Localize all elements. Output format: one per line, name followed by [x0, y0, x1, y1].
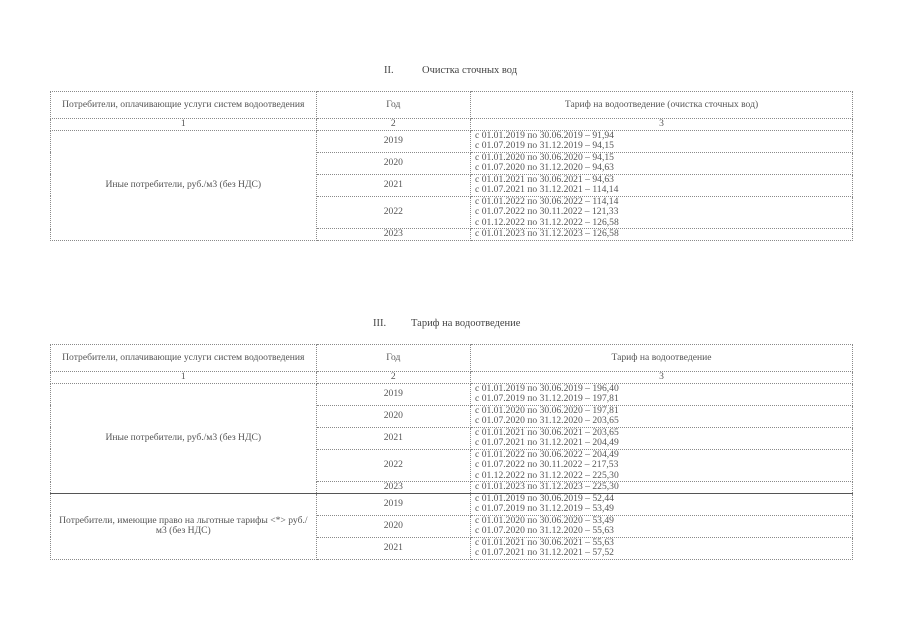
tariff-cell	[471, 482, 853, 494]
tariff-cell	[471, 405, 853, 427]
tariff-period: с 01.07.2020 по 31.12.2020 – 55,63	[475, 525, 614, 536]
tariff-period: с 01.01.2023 по 31.12.2023 – 225,30	[475, 481, 619, 492]
tariff-period: с 01.07.2019 по 31.12.2019 – 53,49	[475, 503, 614, 514]
tariff-period: с 01.12.2022 по 31.12.2022 – 225,30	[475, 469, 619, 481]
header-consumers: Потребители, оплачивающие услуги систем водоотведения	[51, 345, 317, 372]
tariff-period: с 01.07.2021 по 31.12.2021 – 114,14	[475, 184, 619, 195]
year-cell: 2020	[316, 515, 470, 537]
header-consumers: Потребители, оплачивающие услуги систем водоотведения	[51, 92, 317, 119]
year-cell: 2022	[316, 196, 470, 229]
column-index: 2	[316, 119, 470, 131]
header-tariff: Тариф на водоотведение (очистка сточных вод)	[471, 92, 853, 119]
tariff-cell	[471, 383, 853, 405]
tariff-period: с 01.07.2021 по 31.12.2021 – 204,49	[475, 437, 619, 448]
year-cell: 2019	[316, 493, 470, 515]
section-title: Тариф на водоотведение	[411, 318, 521, 329]
year-cell: 2021	[316, 427, 470, 449]
section-heading	[384, 65, 517, 76]
tariff-period: с 01.01.2020 по 30.06.2020 – 53,49	[475, 514, 614, 526]
year-cell: 2019	[316, 383, 470, 405]
tariff-period: с 01.07.2021 по 31.12.2021 – 57,52	[475, 547, 614, 558]
header-year: Год	[316, 345, 470, 372]
consumer-category: Иные потребители, руб./м3 (без НДС)	[51, 383, 317, 493]
tariff-period: с 01.01.2019 по 30.06.2019 – 52,44	[475, 492, 614, 504]
tariff-period: с 01.01.2021 по 30.06.2021 – 203,65	[475, 426, 619, 438]
column-index: 2	[316, 372, 470, 384]
tariff-period: с 01.07.2020 по 31.12.2020 – 203,65	[475, 415, 619, 426]
tariff-period: с 01.07.2022 по 30.11.2022 – 121,33	[475, 206, 619, 217]
table-row	[51, 383, 853, 405]
column-index-row	[51, 119, 853, 131]
section-heading	[373, 318, 520, 329]
year-cell: 2021	[316, 174, 470, 196]
tariff-cell	[471, 229, 853, 241]
tariff-period: с 01.01.2022 по 30.06.2022 – 114,14	[475, 195, 619, 207]
tariff-cell	[471, 130, 853, 152]
tariff-period: с 01.01.2019 по 30.06.2019 – 196,40	[475, 382, 619, 394]
tariff-period: с 01.12.2022 по 31.12.2022 – 126,58	[475, 216, 619, 228]
header-tariff: Тариф на водоотведение	[471, 345, 853, 372]
table-row	[51, 130, 853, 152]
year-cell: 2019	[316, 130, 470, 152]
year-cell: 2023	[316, 482, 470, 494]
year-cell: 2021	[316, 537, 470, 559]
tariff-period: с 01.07.2020 по 31.12.2020 – 94,63	[475, 162, 614, 173]
tariff-period: с 01.07.2019 по 31.12.2019 – 94,15	[475, 140, 614, 151]
tariff-cell	[471, 493, 853, 515]
section-number: II.	[384, 65, 394, 76]
tariff-cell	[471, 449, 853, 482]
tariff-period: с 01.01.2019 по 30.06.2019 – 91,94	[475, 129, 614, 141]
tariff-period: с 01.01.2021 по 30.06.2021 – 94,63	[475, 173, 614, 185]
table-header-row	[51, 345, 853, 372]
column-index: 1	[51, 119, 317, 131]
column-index: 3	[471, 372, 853, 384]
year-cell: 2023	[316, 229, 470, 241]
tariff-period: с 01.01.2020 по 30.06.2020 – 94,15	[475, 151, 614, 163]
tariff-cell	[471, 196, 853, 229]
tariff-period: с 01.01.2020 по 30.06.2020 – 197,81	[475, 404, 619, 416]
tariff-cell	[471, 174, 853, 196]
table-row	[51, 493, 853, 515]
tariff-period: с 01.01.2023 по 31.12.2023 – 126,58	[475, 228, 619, 239]
tariff-cell	[471, 427, 853, 449]
tariff-table-wastewater-disposal	[50, 344, 853, 560]
header-year: Год	[316, 92, 470, 119]
year-cell: 2020	[316, 405, 470, 427]
tariff-period: с 01.01.2021 по 30.06.2021 – 55,63	[475, 536, 614, 548]
tariff-period: с 01.01.2022 по 30.06.2022 – 204,49	[475, 448, 619, 460]
year-cell: 2020	[316, 152, 470, 174]
table-header-row	[51, 92, 853, 119]
column-index-row	[51, 372, 853, 384]
consumer-category: Потребители, имеющие право на льготные тарифы <*> руб./м3 (без НДС)	[51, 493, 317, 559]
tariff-cell	[471, 515, 853, 537]
section-title: Очистка сточных вод	[422, 65, 518, 76]
tariff-period: с 01.07.2022 по 30.11.2022 – 217,53	[475, 459, 619, 470]
tariff-period: с 01.07.2019 по 31.12.2019 – 197,81	[475, 393, 619, 404]
tariff-cell	[471, 537, 853, 559]
section-number: III.	[373, 318, 387, 329]
consumer-category: Иные потребители, руб./м3 (без НДС)	[51, 130, 317, 240]
column-index: 1	[51, 372, 317, 384]
column-index: 3	[471, 119, 853, 131]
tariff-table-wastewater-treatment	[50, 91, 853, 241]
year-cell: 2022	[316, 449, 470, 482]
tariff-cell	[471, 152, 853, 174]
